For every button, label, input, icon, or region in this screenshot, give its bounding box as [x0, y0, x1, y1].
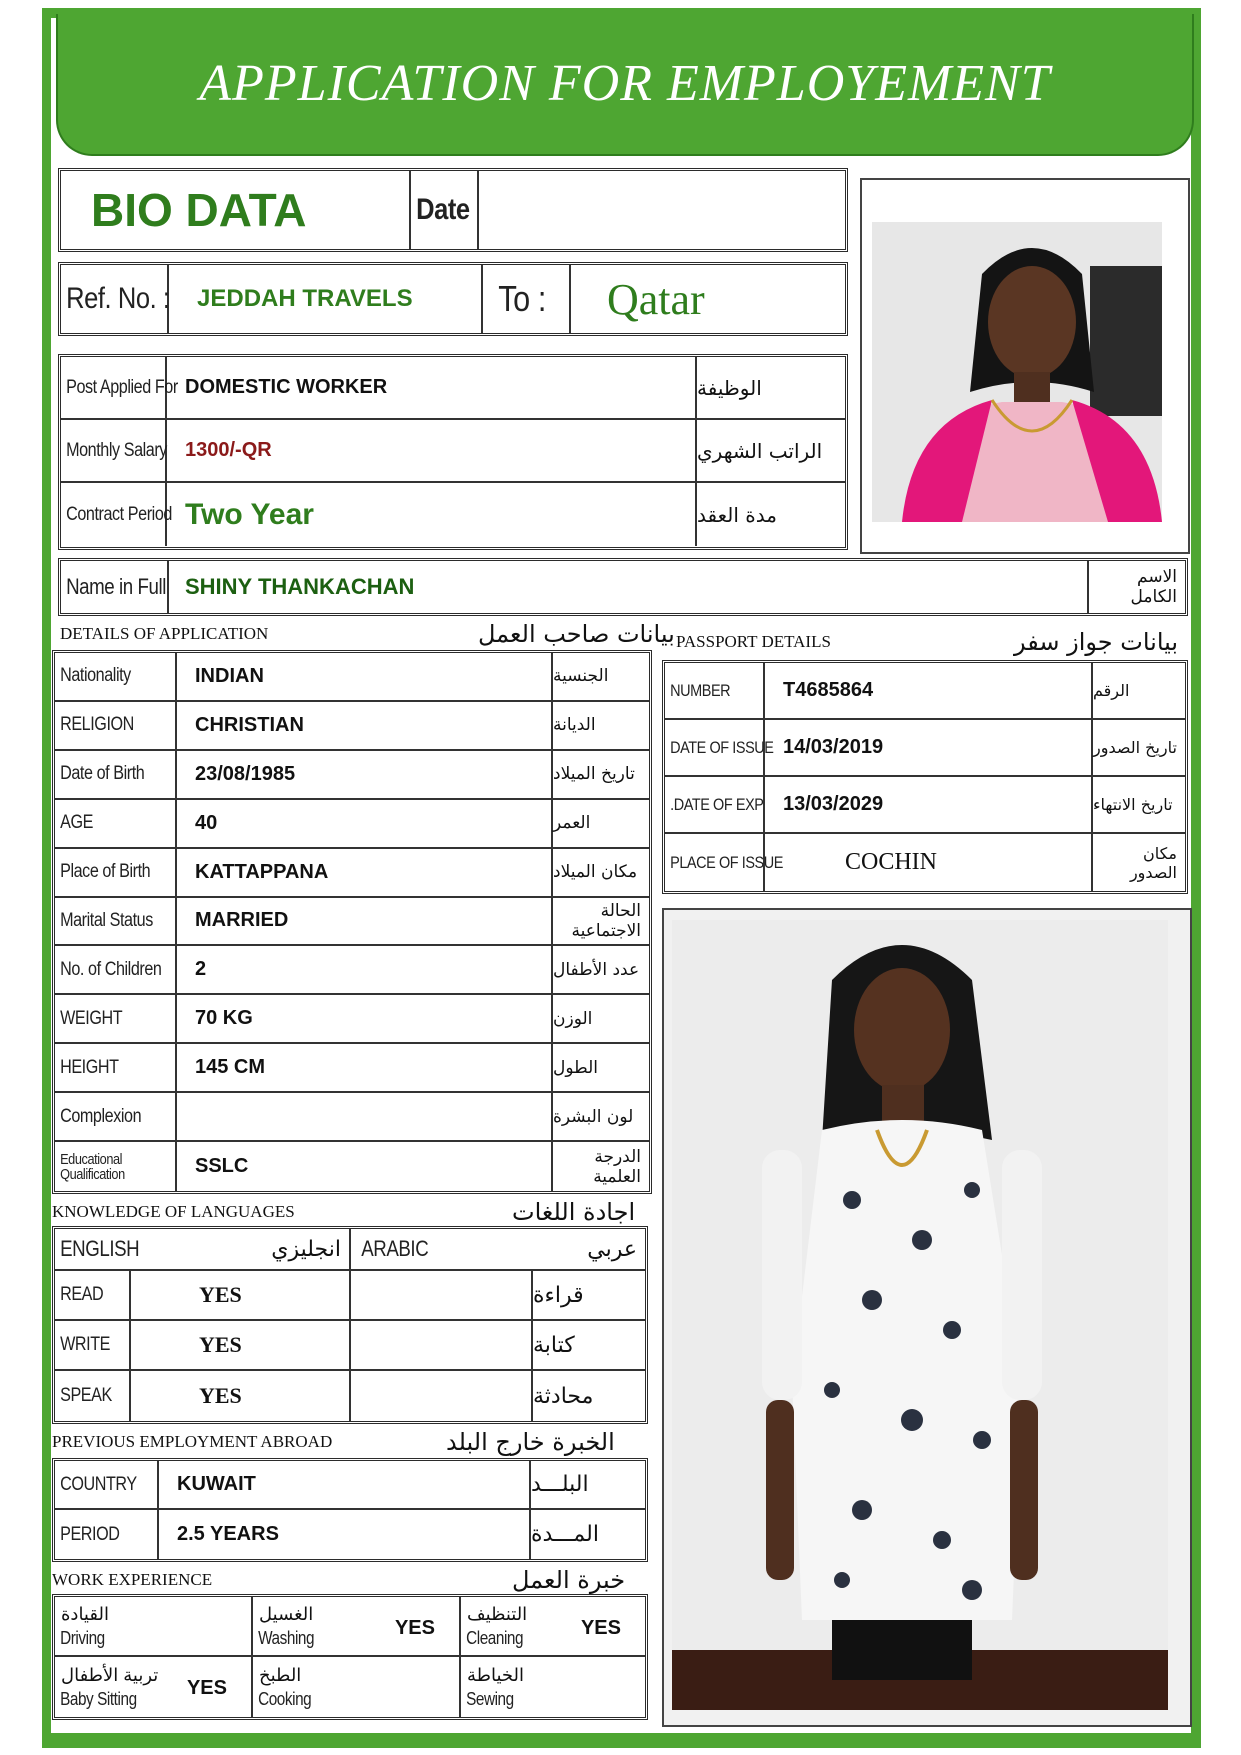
date-field[interactable] [479, 171, 845, 249]
details-label-ar-cell [553, 1044, 649, 1093]
lang-skill-label-ar: كتابة [533, 1332, 575, 1358]
lang-skill-ar-cell [533, 1371, 645, 1421]
passport-table [662, 660, 1188, 894]
details-label-ar: تاريخ الميلاد [553, 764, 635, 785]
job-label-ar-cell [697, 357, 845, 420]
details-heading: DETAILS OF APPLICATION [60, 624, 269, 643]
details-label-ar-cell [553, 751, 649, 800]
details-value: KATTAPPANA [195, 860, 329, 883]
previous-heading: PREVIOUS EMPLOYMENT ABROAD [52, 1432, 333, 1451]
details-label-cell [55, 995, 177, 1044]
details-label-ar-cell [553, 1142, 649, 1191]
details-label-ar: الحالة الاجتماعية [571, 900, 641, 941]
lang-english-value: YES [199, 1332, 242, 1357]
details-value-cell [177, 1044, 553, 1093]
details-label-ar: عدد الأطفال [553, 959, 640, 980]
job-value-cell [167, 357, 697, 420]
details-label: Marital Status [60, 909, 153, 931]
to-value: Qatar [607, 274, 705, 324]
job-label-ar-cell [697, 483, 845, 546]
details-label: No. of Children [60, 958, 162, 980]
lang-arabic-value-cell [351, 1271, 533, 1321]
details-label-cell [55, 702, 177, 751]
details-value: 145 CM [195, 1056, 266, 1079]
details-value-cell [177, 702, 553, 751]
passport-heading-ar: بيانات جواز سفر [1014, 628, 1179, 656]
work-item [253, 1657, 461, 1717]
work-item-ar: تربية الأطفال [61, 1665, 159, 1685]
details-label-ar-cell [553, 898, 649, 947]
work-item-label: Baby Sitting [60, 1689, 137, 1709]
job-label-ar: مدة العقد [697, 502, 777, 527]
passport-label-ar: تاريخ الانتهاء [1093, 795, 1173, 814]
details-table [52, 650, 652, 1194]
passport-label-ar-cell [1093, 777, 1185, 834]
lang-english-value-cell [131, 1371, 351, 1421]
previous-label-ar-cell [531, 1510, 645, 1559]
passport-value-cell [765, 777, 1093, 834]
details-label-cell [55, 653, 177, 702]
job-label-ar: الوظيفة [697, 375, 762, 400]
details-value-cell [177, 653, 553, 702]
work-item-label: Washing [258, 1628, 315, 1648]
details-value: CHRISTIAN [195, 713, 304, 736]
previous-label-cell [55, 1461, 159, 1510]
work-item-ar: الخياطة [467, 1665, 524, 1685]
passport-label-cell [665, 720, 774, 777]
details-value-cell [177, 751, 553, 800]
work-item-label: Cleaning [466, 1628, 524, 1648]
lang-arabic-value-cell [351, 1321, 533, 1371]
previous-label-ar: البلـــد [531, 1472, 589, 1497]
job-box [58, 354, 848, 550]
details-label-cell [55, 898, 177, 947]
passport-label-ar: الرقم [1093, 681, 1130, 700]
details-label-ar: الدرجة العلمية [593, 1146, 641, 1187]
lang-arabic-label: ARABIC [361, 1236, 429, 1261]
work-item-label: Cooking [258, 1689, 312, 1709]
job-label: Contract Period [66, 503, 172, 525]
job-label: Post Applied For [66, 376, 178, 398]
details-label-ar-cell [553, 946, 649, 995]
work-item [461, 1597, 645, 1657]
job-value-cell [167, 420, 697, 483]
work-heading-ar: خبرة العمل [512, 1566, 626, 1594]
previous-label-cell [55, 1510, 159, 1559]
passport-label-cell [665, 834, 784, 891]
portrait-photo-frame [860, 178, 1190, 554]
details-label-cell [55, 1044, 177, 1093]
passport-value-cell [765, 834, 1093, 891]
bio-data-heading: BIO DATA [91, 184, 307, 236]
work-item [55, 1657, 253, 1717]
passport-value-cell [765, 720, 1093, 777]
previous-label-ar: المـــدة [531, 1522, 599, 1547]
passport-value-cell [765, 663, 1093, 720]
work-item-value: YES [394, 1617, 435, 1639]
job-label-cell [61, 420, 167, 483]
title-banner [56, 14, 1194, 156]
lang-skill-label: SPEAK [60, 1385, 112, 1406]
details-label: Nationality [60, 665, 131, 687]
passport-value: 14/03/2019 [783, 736, 884, 758]
details-label-ar-cell [553, 849, 649, 898]
lang-english-label-ar: انجليزي [271, 1236, 341, 1261]
bio-data-box [58, 168, 848, 252]
details-label-cell [55, 751, 177, 800]
name-label: Name in Full [66, 574, 166, 599]
to-label: To : [498, 278, 546, 319]
previous-label: PERIOD [60, 1523, 120, 1545]
lang-arabic-value-cell [351, 1371, 533, 1421]
previous-label-ar-cell [531, 1461, 645, 1510]
ref-label: Ref. No. : [66, 282, 170, 315]
languages-table [52, 1226, 648, 1424]
details-label: Complexion [60, 1105, 142, 1127]
lang-skill-label: WRITE [60, 1334, 111, 1355]
passport-label: PLACE OF ISSUE [670, 852, 784, 872]
lang-english-label: ENGLISH [60, 1236, 140, 1261]
work-table [52, 1594, 648, 1720]
details-label: Educational Qualification [60, 1150, 125, 1183]
languages-heading: KNOWLEDGE OF LANGUAGES [52, 1202, 295, 1221]
details-label-cell [55, 800, 177, 849]
work-item-ar: الغسيل [259, 1604, 314, 1624]
job-label-cell [61, 483, 172, 546]
name-box [58, 558, 1188, 616]
lang-english-value: YES [199, 1383, 242, 1408]
previous-value-cell [159, 1461, 531, 1510]
lang-skill-cell [55, 1271, 131, 1321]
details-label-cell [55, 946, 177, 995]
details-label-ar: الوزن [553, 1008, 593, 1029]
work-item [55, 1597, 253, 1657]
job-label: Monthly Salary [66, 439, 167, 461]
details-label-cell [55, 1142, 177, 1191]
lang-skill-label: READ [60, 1284, 104, 1305]
previous-value: 2.5 YEARS [177, 1523, 279, 1545]
lang-arabic-label-ar: عربي [587, 1236, 637, 1261]
lang-skill-cell [55, 1321, 131, 1371]
details-label-ar-cell [553, 1093, 649, 1142]
job-label-cell [61, 357, 178, 420]
lang-skill-cell [55, 1371, 131, 1421]
details-value: 23/08/1985 [195, 762, 296, 785]
work-item-ar: الطبخ [259, 1665, 302, 1685]
passport-label-ar-cell [1093, 720, 1185, 777]
previous-heading-ar: الخبرة خارج البلد [446, 1428, 615, 1456]
job-label-ar-cell [697, 420, 845, 483]
date-label: Date [416, 193, 470, 226]
job-value: Two Year [185, 497, 314, 531]
work-item-value: YES [186, 1677, 227, 1699]
passport-value: T4685864 [783, 679, 874, 701]
name-label-ar: الاسم الكامل [1130, 567, 1177, 607]
details-label-ar: لون البشرة [553, 1106, 634, 1127]
details-label-ar: العمر [553, 813, 591, 834]
ref-box [58, 262, 848, 336]
previous-value: KUWAIT [177, 1473, 256, 1495]
details-label: Place of Birth [60, 861, 151, 883]
passport-label-ar: تاريخ الصدور [1093, 738, 1177, 757]
details-value-cell [177, 1142, 553, 1191]
previous-value-cell [159, 1510, 531, 1559]
details-label-ar: الديانة [553, 715, 596, 736]
details-value: 2 [195, 958, 207, 981]
page-title: APPLICATION FOR EMPLOYEMENT [199, 55, 1051, 112]
work-item-label: Driving [60, 1628, 105, 1648]
details-label-cell [55, 1093, 177, 1142]
details-label: RELIGION [60, 714, 134, 736]
details-label-ar: مكان الميلاد [553, 862, 638, 883]
passport-heading: PASSPORT DETAILS [676, 632, 831, 651]
details-label: Date of Birth [60, 763, 145, 785]
details-label: HEIGHT [60, 1056, 119, 1078]
details-value-cell [177, 946, 553, 995]
details-heading-ar: بيانات صاحب العمل [478, 620, 675, 648]
lang-skill-label-ar: قراءة [533, 1282, 584, 1308]
languages-heading-ar: اجادة اللغات [512, 1198, 636, 1226]
details-label-ar-cell [553, 800, 649, 849]
work-item-value: YES [580, 1617, 621, 1639]
passport-label-ar-cell [1093, 663, 1185, 720]
lang-english-value: YES [199, 1282, 242, 1307]
passport-label-cell [665, 663, 765, 720]
details-label: AGE [60, 812, 93, 834]
passport-label: NUMBER [670, 680, 731, 700]
details-value: INDIAN [195, 664, 264, 687]
lang-arabic-header [351, 1229, 645, 1271]
work-item-ar: التنظيف [467, 1604, 528, 1624]
full-body-photo-frame [662, 908, 1192, 1727]
passport-label-ar: مكان الصدور [1129, 843, 1177, 882]
previous-table [52, 1458, 648, 1562]
lang-skill-label-ar: محادثة [533, 1383, 594, 1409]
job-value: 1300/-QR [185, 439, 272, 461]
lang-english-value-cell [131, 1321, 351, 1371]
details-value-cell [177, 1093, 553, 1142]
details-label-ar-cell [553, 995, 649, 1044]
full-body-photo [672, 920, 1168, 1710]
lang-skill-ar-cell [533, 1321, 645, 1371]
details-label-ar-cell [553, 702, 649, 751]
details-label-ar: الطول [553, 1057, 598, 1078]
work-item [253, 1597, 461, 1657]
passport-label-cell [665, 777, 765, 834]
lang-english-value-cell [131, 1271, 351, 1321]
details-value-cell [177, 800, 553, 849]
details-value-cell [177, 849, 553, 898]
passport-value: 13/03/2029 [783, 793, 884, 815]
passport-label-ar-cell [1093, 834, 1185, 891]
details-value-cell [177, 898, 553, 947]
details-value: MARRIED [195, 909, 289, 932]
lang-skill-ar-cell [533, 1271, 645, 1321]
details-value-cell [177, 995, 553, 1044]
details-label-ar-cell [553, 653, 649, 702]
portrait-photo [872, 222, 1162, 522]
details-label-cell [55, 849, 177, 898]
passport-value: COCHIN [845, 849, 938, 875]
ref-value: JEDDAH TRAVELS [197, 285, 413, 312]
details-value: 40 [195, 811, 218, 834]
work-item-ar: القيادة [61, 1604, 109, 1624]
job-label-ar: الراتب الشهري [697, 438, 823, 463]
work-heading: WORK EXPERIENCE [52, 1570, 213, 1589]
work-item-label: Sewing [466, 1689, 514, 1709]
job-value-cell [167, 483, 697, 546]
job-value: DOMESTIC WORKER [185, 376, 388, 398]
passport-label: DATE OF ISSUE [670, 737, 774, 757]
name-value: SHINY THANKACHAN [185, 574, 415, 599]
details-label: WEIGHT [60, 1007, 123, 1029]
passport-label: .DATE OF EXP [670, 794, 764, 814]
details-value: SSLC [195, 1155, 249, 1178]
work-item [461, 1657, 645, 1717]
details-value: 70 KG [195, 1007, 253, 1030]
lang-english-header [55, 1229, 351, 1271]
previous-label: COUNTRY [60, 1473, 137, 1495]
details-label-ar: الجنسية [553, 666, 609, 687]
